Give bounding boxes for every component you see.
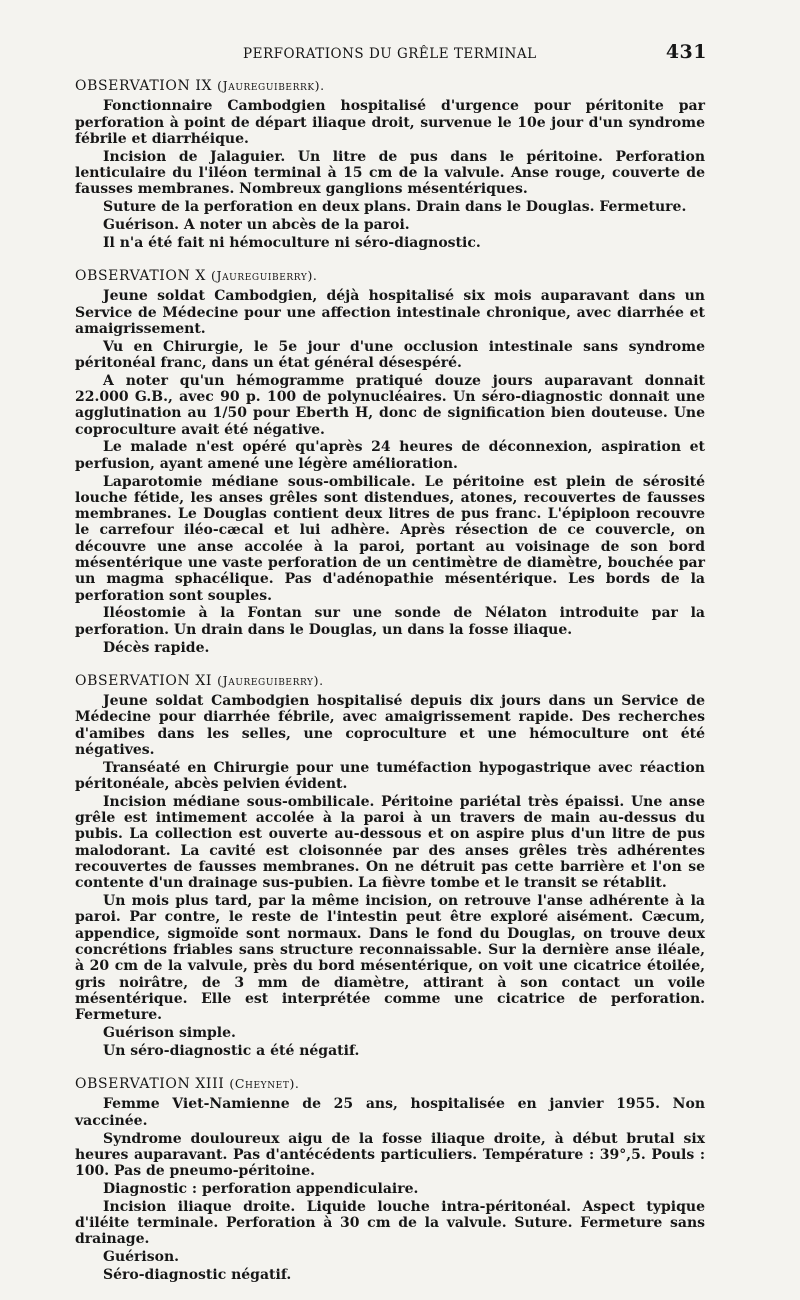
observation-xi <box>75 673 705 1059</box>
observation-author: (Jaureguiberrk). <box>217 78 325 93</box>
observation-label: OBSERVATION IX <box>75 78 213 94</box>
observation-author: (Cheynet). <box>229 1076 300 1092</box>
paragraph: Iléostomie à la Fontan sur une sonde de Nélaton introduite par la perforation. Un drain dans le Douglas, un dans la fosse iliaque. <box>75 605 705 638</box>
observation-heading <box>75 1076 705 1092</box>
paragraph: Le malade n'est opéré qu'après 24 heures de déconnexion, aspiration et perfusion, ayant amené une légère amélioration. <box>75 439 705 472</box>
observation-heading <box>75 673 705 689</box>
observation-x <box>75 268 705 656</box>
paragraph: A noter qu'un hémogramme pratiqué douze jours auparavant donnait 22.000 G.B., avec 90 p. 100 de polynucléaires. Un séro-diagnostic donnait une agglutination au 1/50 pour Eberth H, donc de signification bien douteuse. Une coproculture avait été négative. <box>75 372 705 438</box>
observation-label: OBSERVATION X <box>75 267 206 284</box>
paragraph: Femme Viet-Namienne de 25 ans, hospitalisée en janvier 1955. Non vaccinée. <box>75 1096 705 1129</box>
observation-ix <box>75 78 705 251</box>
observation-heading <box>75 268 705 284</box>
paragraph: Syndrome douloureux aigu de la fosse iliaque droite, à début brutal six heures auparavant. Pas d'antécédents particuliers. Température : 39°,5. Pouls : 100. Pas de pneumo-péritoine. <box>75 1130 705 1180</box>
paragraph: Transéaté en Chirurgie pour une tuméfaction hypogastrique avec réaction péritonéale, abcès pelvien évident. <box>75 759 705 793</box>
observation-author: (Jaureguiberry). <box>211 267 318 283</box>
paragraph: Guérison simple. <box>103 1025 236 1042</box>
observation-label: OBSERVATION XIII <box>75 1076 225 1093</box>
paragraph: Un mois plus tard, par la même incision, on retrouve l'anse adhérente à la paroi. Par contre, le reste de l'intestin peut être exploré aisément. Cæcum, appendice, sigmoïde sont normaux. Dans le fond du Douglas, on trouve deux concrétions friables sans structure reconnaissable. Sur la dernière anse iléale, à 20 cm de la valvule, près du bord mésentérique, on voit une cicatrice étoilée, gris noirâtre, de 3 mm de diamètre, attirant à son contact un voile mésentérique. Elle est interprétée comme une cicatrice de perforation. Fermeture. <box>75 893 705 1024</box>
paragraph: Guérison. <box>103 1249 180 1266</box>
paragraph: Séro-diagnostic négatif. <box>103 1266 292 1283</box>
paragraph: Incision de Jalaguier. Un litre de pus dans le péritoine. Perforation lenticulaire du l'iléon terminal à 15 cm de la valvule. Anse rouge, couverte de fausses membranes. Nombreux ganglions mésentériques. <box>75 148 705 198</box>
paragraph: Suture de la perforation en deux plans. Drain dans le Douglas. Fermeture. <box>103 199 687 216</box>
paragraph: Un séro-diagnostic a été négatif. <box>103 1042 360 1059</box>
observation-xiii <box>75 1076 705 1283</box>
paragraph: Laparotomie médiane sous-ombilicale. Le péritoine est plein de sérosité louche fétide, les anses grêles sont distendues, atones, recouvertes de fausses membranes. Le Douglas contient deux litres de pus franc. L'épiploon recouvre le carrefour iléo-cæcal et lui adhère. Après résection de ce couvercle, on découvre une anse accolée à la paroi, portant au voisinage de son bord mésentérique une vaste perforation de un centimètre de diamètre, bouchée par un magma sphacélique. Pas d'adénopathie mésentérique. Les bords de la perforation sont souples. <box>75 473 705 604</box>
paragraph: Vu en Chirurgie, le 5e jour d'une occlusion intestinale sans syndrome péritonéal franc, dans un état général désespéré. <box>75 338 705 371</box>
paragraph: Fonctionnaire Cambodgien hospitalisé d'urgence pour péritonite par perforation à point de départ iliaque droit, survenue le 10e jour d'un syndrome fébrile et diarrhéique. <box>75 98 705 147</box>
body-text <box>75 78 705 1300</box>
paragraph: Diagnostic : perforation appendiculaire. <box>103 1180 419 1197</box>
observation-label: OBSERVATION XI <box>75 672 213 689</box>
paragraph: Incision médiane sous-ombilicale. Péritoine pariétal très épaissi. Une anse grêle est intimement accolée à la paroi à un travers de main au-dessus du pubis. La collection est ouverte au-dessous et on aspire plus d'un litre de pus malodorant. La cavité est cloisonnée par des anses grêles très adhérentes recouvertes de fausses membranes. On ne détruit pas cette barrière et l'on se contente d'un drainage sus-pubien. La fièvre tombe et le transit se rétablit. <box>75 793 705 892</box>
observation-author: (Jaureguiberry). <box>217 672 324 688</box>
observation-heading <box>75 78 705 94</box>
paragraph: Il n'a été fait ni hémoculture ni séro-diagnostic. <box>103 234 481 251</box>
paragraph: Jeune soldat Cambodgien, déjà hospitalisé six mois auparavant dans un Service de Médecine pour une affection intestinale chronique, avec diarrhée et amaigrissement. <box>75 288 705 337</box>
paragraph: Jeune soldat Cambodgien hospitalisé depuis dix jours dans un Service de Médecine pour diarrhée fébrile, avec amaigrissement rapide. Des recherches d'amibes dans les selles, une coproculture et une hémoculture ont été négatives. <box>75 693 705 758</box>
running-title: PERFORATIONS DU GRÊLE TERMINAL <box>243 46 537 62</box>
paragraph: Décès rapide. <box>103 639 210 656</box>
page-number: 431 <box>665 41 707 63</box>
paragraph: Guérison. A noter un abcès de la paroi. <box>103 216 410 233</box>
paragraph: Incision iliaque droite. Liquide louche intra-péritonéal. Aspect typique d'iléite terminale. Perforation à 30 cm de la valvule. Suture. Fermeture sans drainage. <box>75 1198 705 1248</box>
